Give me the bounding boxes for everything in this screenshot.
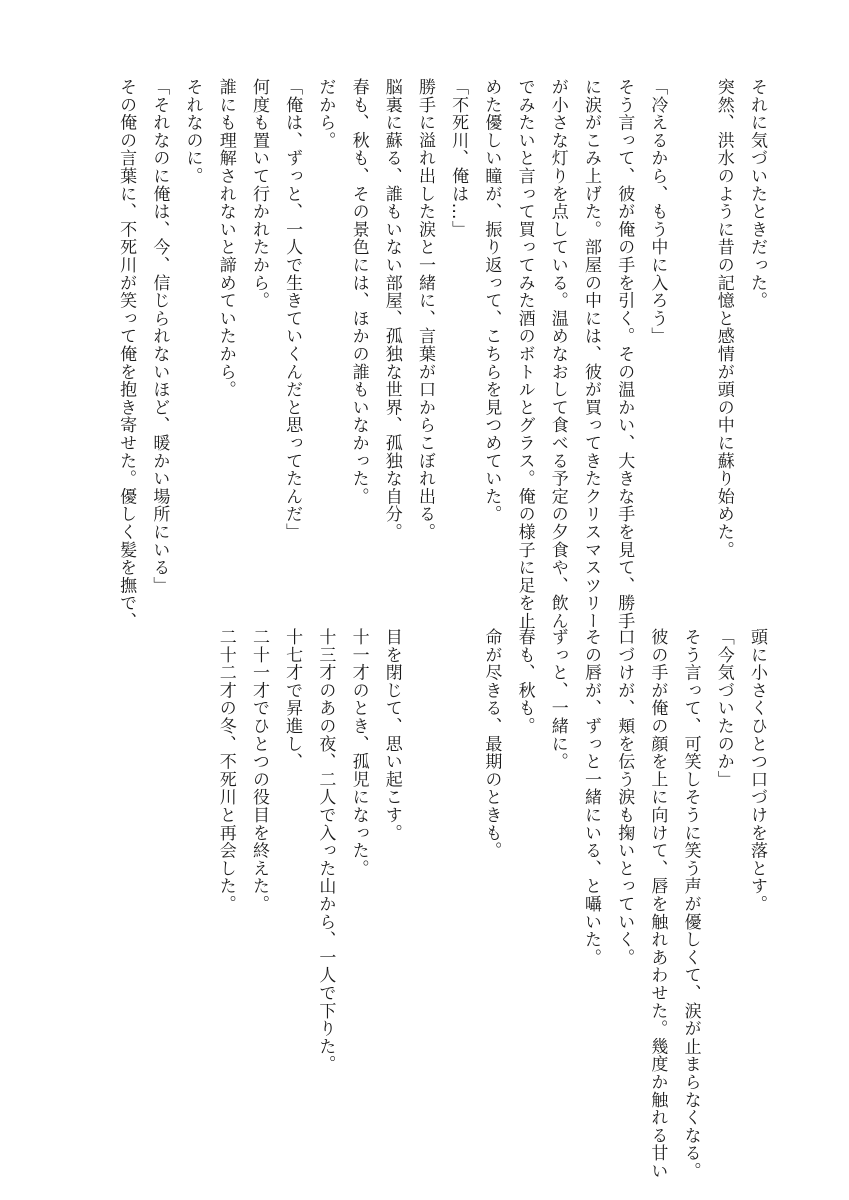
dialogue-line: 「冷えるから、もう中に入ろう」	[647, 78, 668, 345]
text-line: 何度も置いて行かれたから。	[248, 78, 269, 310]
text-line: それに気づいたときだった。	[747, 78, 767, 310]
text-line: 目を閉じて、思い起こす。	[381, 628, 402, 842]
text-line: 春も、秋も、その景色には、ほかの誰もいなかった。	[348, 78, 369, 506]
text-line: 二十二才の冬、不死川と再会した。	[215, 628, 236, 913]
text-line: 彼の手が俺の顔を上に向けて、唇を触れあわせた。幾度か触れる甘い	[647, 628, 668, 1180]
text-line: それなのに。	[182, 78, 203, 185]
text-block-bottom	[209, 628, 773, 1180]
text-block-top	[109, 78, 773, 630]
text-line: 誰にも理解されないと諦めていたから。	[215, 78, 236, 399]
blank-line	[441, 628, 474, 1148]
text-line: だから。	[315, 78, 336, 150]
text-line: 十三才のあの夜、二人で入った山から、一人で下りた。	[315, 628, 336, 1073]
text-line: めた優しい瞳が、振り返って、こちらを見つめていた。	[481, 78, 502, 523]
text-line: 命が尽きる、最期のときも。	[481, 628, 502, 860]
text-line: 突然、洪水のように昔の記憶と感情が頭の中に蘇り始めた。	[713, 78, 734, 559]
dialogue-line: 「不死川、俺は…」	[448, 78, 469, 239]
text-line: でみたいと言って買ってみた酒のボトルとグラス。俺の様子に足を止	[514, 78, 535, 630]
text-line: そう言って、可笑しそうに笑う声が優しくて、涙が止まらなくなる。	[680, 628, 701, 1180]
dialogue-line: 「それなのに俺は、今、信じられないほど、暖かい場所にいる」	[149, 78, 170, 595]
blank-line	[408, 628, 441, 1148]
text-line: 春も、秋も。	[514, 628, 535, 735]
text-line: ずっと、一緒に。	[547, 628, 568, 771]
text-line: 口づけが、頬を伝う涙も掬いとっていく。	[614, 628, 635, 967]
dialogue-line: 「今気づいたのか」	[713, 628, 734, 789]
text-line: に涙がこみ上げた。部屋の中には、彼が買ってきたクリスマスツリー	[580, 78, 601, 630]
text-line: 脳裏に蘇る、誰もいない部屋、孤独な世界、孤独な自分。	[381, 78, 402, 541]
blank-line	[673, 78, 706, 598]
text-line: 頭に小さくひとつ口づけを落とす。	[747, 628, 767, 913]
text-line: 勝手に溢れ出した涙と一緒に、言葉が口からこぼれ出る。	[414, 78, 435, 541]
dialogue-line: 「俺は、ずっと、一人で生きていくんだと思ってたんだ」	[282, 78, 303, 541]
text-line: その俺の言葉に、不死川が笑って俺を抱き寄せた。優しく髪を撫で、	[116, 78, 137, 630]
text-line: 二十一才でひとつの役目を終えた。	[248, 628, 269, 913]
text-line: 十一才のとき、孤児になった。	[348, 628, 369, 878]
text-line: が小さな灯りを点している。温めなおして食べる予定の夕食や、飲ん	[547, 78, 568, 630]
text-line: そう言って、彼が俺の手を引く。その温かい、大きな手を見て、勝手	[614, 78, 635, 630]
text-line: その唇が、ずっと一緒にいる、と囁いた。	[580, 628, 601, 967]
text-line: 十七才で昇進し、	[282, 628, 303, 771]
